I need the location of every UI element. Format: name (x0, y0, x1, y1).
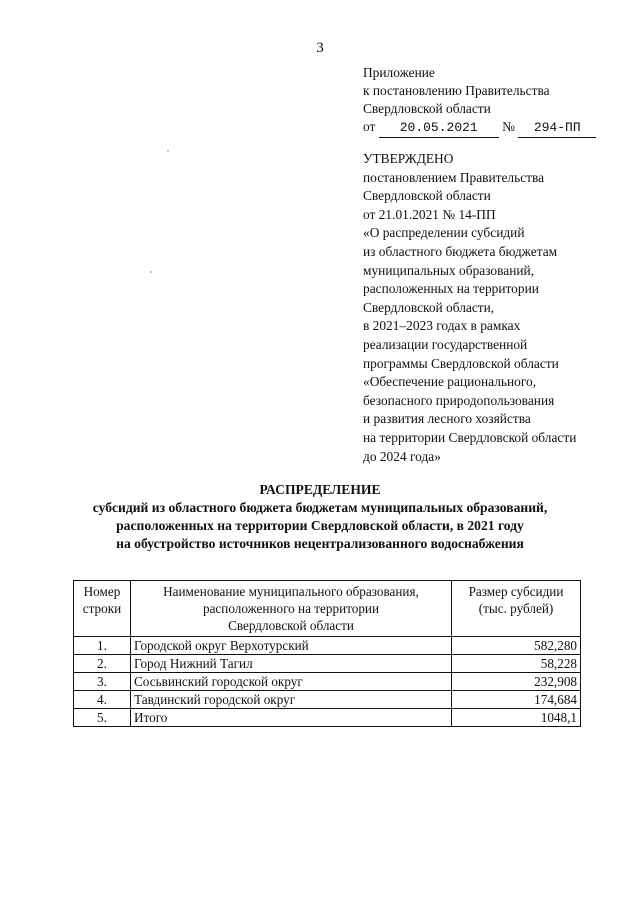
header-text: Свердловской области (228, 618, 354, 633)
approval-line: «О распределении субсидий (363, 225, 525, 241)
approval-line: УТВЕРЖДЕНО (363, 151, 454, 166)
approval-line: Свердловской области (363, 188, 491, 204)
header-subsidy-amount (452, 581, 581, 637)
subsidy-amount: 58,228 (452, 655, 581, 673)
appendix-line: к постановлению Правительства (363, 83, 550, 98)
heading-title: РАСПРЕДЕЛЕНИЕ (259, 482, 381, 497)
header-text: Размер субсидии (468, 584, 564, 599)
header-text: расположенного на территории (202, 601, 380, 616)
approval-line: Свердловской области, (363, 299, 495, 315)
distribution-table (73, 580, 581, 727)
row-number: 1. (74, 637, 131, 655)
row-number: 5. (74, 709, 131, 727)
table-row (74, 655, 581, 673)
number-prefix: № (502, 119, 515, 134)
appendix-date-line (363, 118, 596, 138)
heading-line: на обустройство источников нецентрализованного водоснабжения (116, 536, 524, 551)
subsidy-amount: 232,908 (452, 673, 581, 691)
header-text: (тыс. рублей) (478, 601, 554, 616)
heading-line: расположенных на территории Свердловской области, в 2021 году (116, 518, 524, 533)
municipality-name: Город Нижний Тагил (131, 655, 452, 673)
approval-line: до 2024 года» (363, 448, 441, 464)
document-heading (0, 481, 640, 553)
approval-line: программы Свердловской области (363, 355, 559, 371)
approval-block (363, 150, 576, 466)
header-text: Номер (83, 584, 121, 599)
approval-line: муниципальных образований, (363, 262, 535, 278)
approval-line: на территории Свердловской области (363, 429, 577, 445)
approval-line: расположенных на территории (363, 281, 539, 297)
row-number: 4. (74, 691, 131, 709)
approval-line: безопасного природопользования (363, 392, 555, 408)
appendix-line: Приложение (363, 65, 435, 80)
resolution-date: 20.05.2021 (379, 119, 499, 138)
appendix-line: Свердловской области (363, 101, 491, 116)
header-municipality (131, 581, 452, 637)
table-row (74, 637, 581, 655)
row-number: 3. (74, 673, 131, 691)
subsidy-amount: 174,684 (452, 691, 581, 709)
heading-line: субсидий из областного бюджета бюджетам муниципальных образований, (92, 500, 548, 515)
header-text: строки (82, 601, 122, 616)
table-row (74, 691, 581, 709)
table-row-total (74, 709, 581, 727)
row-number: 2. (74, 655, 131, 673)
municipality-name: Тавдинский городской округ (131, 691, 452, 709)
header-text: Наименование муниципального образования, (163, 584, 419, 599)
scan-speck (150, 271, 152, 273)
approval-line: «Обеспечение рационального, (363, 374, 537, 390)
approval-line: реализации государственной (363, 336, 528, 352)
approval-line: из областного бюджета бюджетам (363, 243, 558, 259)
header-row-number (74, 581, 131, 637)
scan-speck (167, 150, 169, 152)
municipality-name: Итого (131, 709, 452, 727)
appendix-block (363, 64, 596, 138)
approval-line: и развития лесного хозяйства (363, 411, 531, 427)
date-prefix: от (363, 119, 376, 134)
approval-line: от 21.01.2021 № 14-ПП (363, 206, 496, 222)
approval-line: в 2021–2023 годах в рамках (363, 318, 521, 334)
subsidy-amount: 1048,1 (452, 709, 581, 727)
municipality-name: Сосьвинский городской округ (131, 673, 452, 691)
table-row (74, 673, 581, 691)
approval-line: постановлением Правительства (363, 169, 545, 185)
municipality-name: Городской округ Верхотурский (131, 637, 452, 655)
table-header-row (74, 581, 581, 637)
resolution-number: 294-ПП (518, 119, 596, 138)
page-number: 3 (316, 40, 324, 56)
subsidy-amount: 582,280 (452, 637, 581, 655)
